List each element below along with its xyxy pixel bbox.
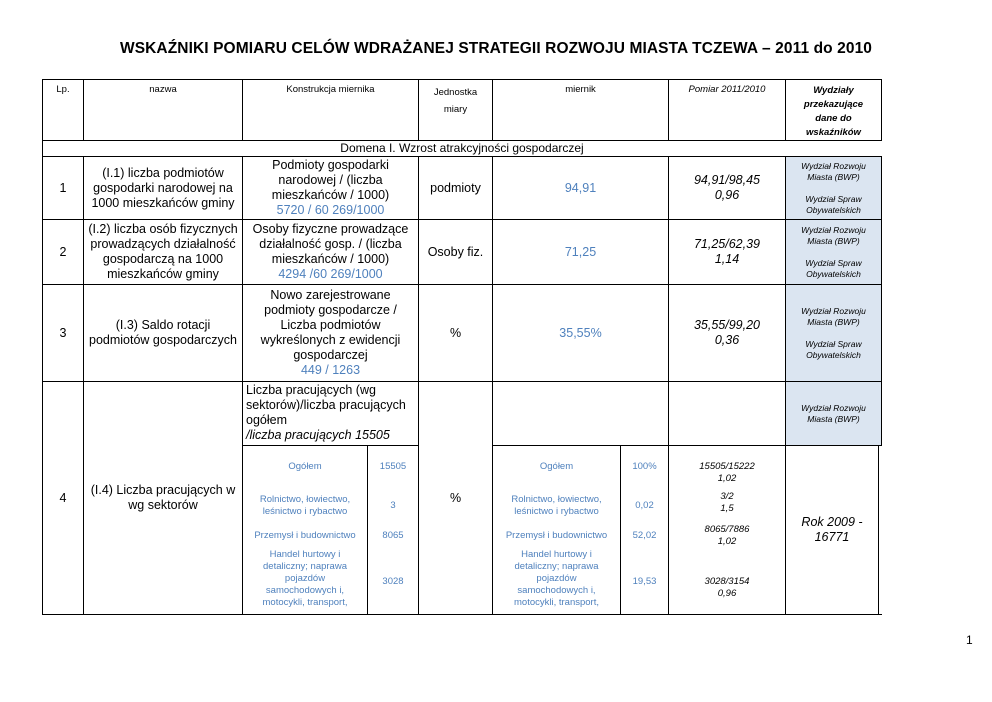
row4-note: Rok 2009 - 16771 (801, 515, 863, 544)
row1-lp: 1 (59, 180, 67, 195)
row2-measure: 71,25 (564, 244, 597, 259)
row3-construction-text: Nowo zarejestrowane podmioty gospodarcze / Liczba podmiotów wykreślonych z ewidencji gospodarczej (260, 288, 401, 362)
grid-line (42, 614, 882, 615)
row1-name: (I.1) liczba podmiotów gospodarki narodowej na 1000 mieszkańców gminy (91, 165, 235, 210)
sector-name-2: Handel hurtowy i detaliczny; naprawa pojazdów samochodowych i, motocykli, transport, (514, 549, 599, 608)
sector-name-2: Przemysł i budownictwo (505, 530, 608, 541)
grid-line (881, 79, 882, 141)
row4-depts: Wydział Rozwoju Miasta (BWP) (801, 402, 866, 424)
row3-measure: 35,55% (559, 325, 602, 340)
row4-construction (246, 383, 416, 445)
row1-construction-text: Podmioty gospodarki narodowej / (liczba mieszkańców / 1000) (271, 158, 390, 202)
grid-line (878, 446, 879, 615)
row3-construction (243, 285, 418, 381)
row2-depts: Wydział Rozwoju Miasta (BWP) Wydział Spraw Obywatelskich (801, 224, 866, 279)
grid-line (42, 79, 882, 80)
sector-name-2: Rolnictwo, łowiectwo, leśnictwo i rybactwo (511, 494, 602, 517)
row4-unit: % (449, 490, 462, 505)
row3-name: (I.3) Saldo rotacji podmiotów gospodarczych (89, 318, 237, 347)
sector-pomiar: 15505/15222 1,02 (699, 461, 755, 484)
row3-lp: 3 (59, 325, 67, 340)
row2-construction-text: Osoby fizyczne prowadzące działalność gosp. / (liczba mieszkańców / 1000) (252, 222, 409, 266)
sector-name: Handel hurtowy i detaliczny; naprawa pojazdów samochodowych i, motocykli, transport, (262, 549, 348, 608)
row3-construction-value: 449 / 1263 (300, 363, 361, 377)
row2-pomiar: 71,25/62,39 1,14 (693, 237, 761, 266)
row4-name: (I.4) Liczba pracujących w wg sektorów (90, 483, 236, 512)
row1-unit: podmioty (430, 180, 481, 195)
header-measure: miernik (565, 84, 596, 95)
page-title: WSKAŹNIKI POMIARU CELÓW WDRAŻANEJ STRATEGII ROZWOJU MIASTA TCZEWA – 2011 do 2010 (119, 40, 873, 57)
row2-construction (243, 220, 418, 284)
row3-unit: % (449, 325, 462, 340)
grid-line (881, 156, 882, 446)
sector-count: 3028 (382, 575, 404, 587)
sector-count: 3 (390, 500, 396, 511)
row3-pomiar: 35,55/99,20 0,36 (693, 318, 761, 347)
sector-pomiar: 3028/3154 0,96 (704, 576, 750, 599)
row4-lp: 4 (59, 490, 67, 505)
header-lp: Lp. (56, 84, 70, 95)
domain-row: Domena I. Wzrost atrakcyjności gospodarczej (340, 141, 584, 155)
row2-unit: Osoby fiz. (427, 244, 484, 259)
row1-construction (243, 157, 418, 219)
sector-pct: 100% (632, 461, 657, 472)
sector-pomiar: 8065/7886 1,02 (704, 524, 750, 547)
sector-pct: 0,02 (635, 500, 654, 511)
row3-depts: Wydział Rozwoju Miasta (BWP) Wydział Spraw Obywatelskich (801, 305, 866, 360)
sector-pct: 19,53 (632, 575, 657, 587)
sector-name: Ogółem (288, 461, 322, 472)
row1-depts: Wydział Rozwoju Miasta (BWP) Wydział Spraw Obywatelskich (801, 160, 866, 215)
sector-name: Rolnictwo, łowiectwo, leśnictwo i rybactwo (259, 494, 351, 517)
header-unit: Jednostka miary (433, 87, 478, 115)
sector-pomiar: 3/2 1,5 (720, 491, 734, 514)
sector-name: Przemysł i budownictwo (254, 530, 356, 541)
header-construction: Konstrukcja miernika (286, 84, 375, 95)
sector-pct: 52,02 (632, 530, 657, 541)
header-name: nazwa (149, 84, 177, 95)
row1-pomiar: 94,91/98,45 0,96 (693, 173, 761, 202)
row2-construction-value: 4294 /60 269/1000 (278, 267, 383, 281)
row2-lp: 2 (59, 244, 67, 259)
row4-construction-text: Liczba pracujących (wg sektorów)/liczba pracujących ogółem (246, 383, 406, 427)
row2-name: (I.2) liczba osób fizycznych prowadzących działalność gospodarczą na 1000 mieszkańców gminy (88, 222, 238, 281)
header-pomiar: Pomiar 2011/2010 (688, 84, 766, 95)
row1-measure: 94,91 (564, 180, 597, 195)
header-depts: Wydziały przekazujące dane do wskaźników (803, 85, 864, 138)
sector-name-2: Ogółem (539, 461, 574, 472)
row1-construction-value: 5720 / 60 269/1000 (276, 203, 385, 217)
sector-count: 15505 (379, 461, 407, 472)
sector-count: 8065 (382, 530, 404, 541)
page-number: 1 (966, 633, 973, 647)
row4-construction-value: /liczba pracujących 15505 (246, 428, 390, 442)
